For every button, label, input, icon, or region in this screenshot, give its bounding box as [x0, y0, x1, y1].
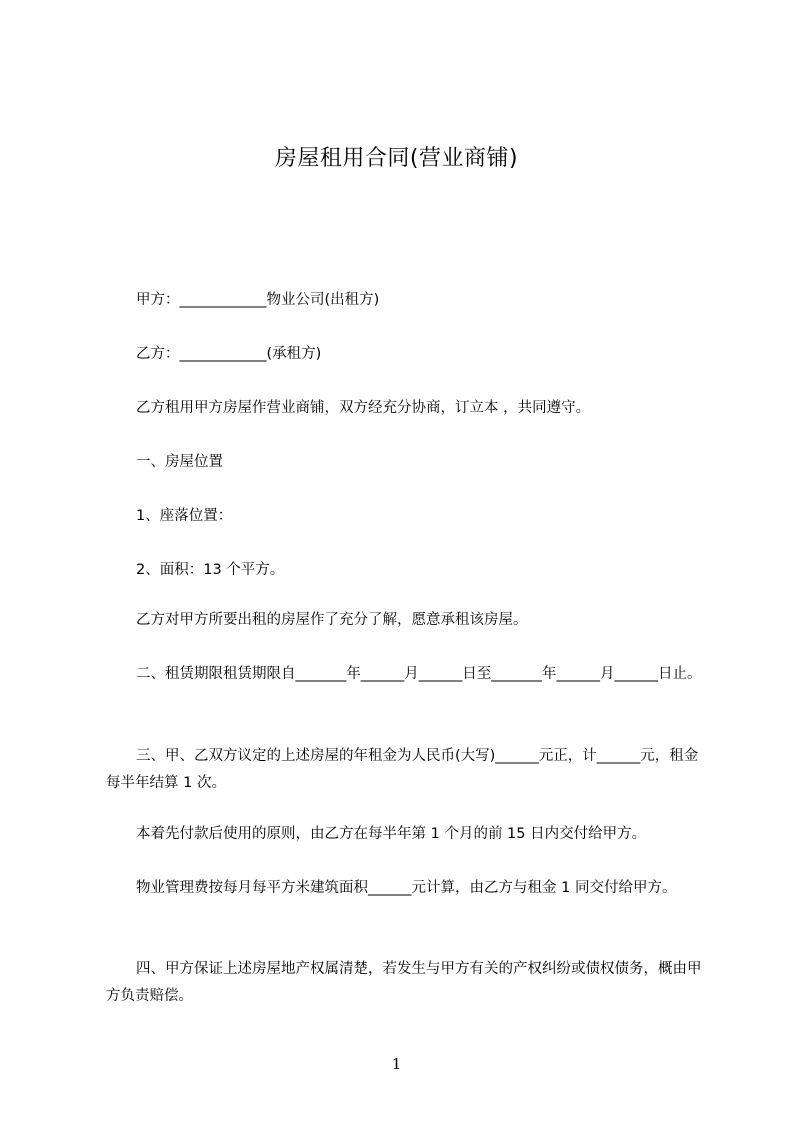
acknowledgement-paragraph: 乙方对甲方所要出租的房屋作了充分了解，愿意承租该房屋。: [136, 612, 528, 628]
page-number: 1: [391, 1055, 402, 1073]
intro-paragraph: 乙方租用甲方房屋作营业商铺，双方经充分协商，订立本 ，共同遵守。: [136, 400, 591, 416]
rent-paragraph: 三、甲、乙双方议定的上述房屋的年租金为人民币(大写)______元正，计______元，租金每半年结算 1 次。: [106, 748, 699, 791]
party-a-line: 甲方：____________物业公司(出租方): [136, 292, 380, 308]
party-b-line: 乙方：____________(承租方): [136, 346, 322, 362]
warranty-paragraph: 四、甲方保证上述房屋地产权属清楚，若发生与甲方有关的产权纠纷或债权债务，概由甲方负责赔偿。: [106, 961, 702, 1004]
area-item: 2、面积：13 个平方。: [136, 562, 285, 578]
lease-term-paragraph: 二、租赁期限租赁期限自_______年______月______日至_______年______月______日止。: [136, 666, 702, 682]
location-item: 1、座落位置：: [136, 508, 233, 524]
document-title: 房屋租用合同(营业商铺): [274, 146, 519, 171]
management-fee-paragraph: 物业管理费按每月每平方米建筑面积______元计算，由乙方与租金 1 同交付给甲方。: [136, 880, 677, 896]
section-heading-location: 一、房屋位置: [136, 454, 223, 470]
payment-paragraph: 本着先付款后使用的原则，由乙方在每半年第 1 个月的前 15 日内交付给甲方。: [136, 826, 647, 842]
